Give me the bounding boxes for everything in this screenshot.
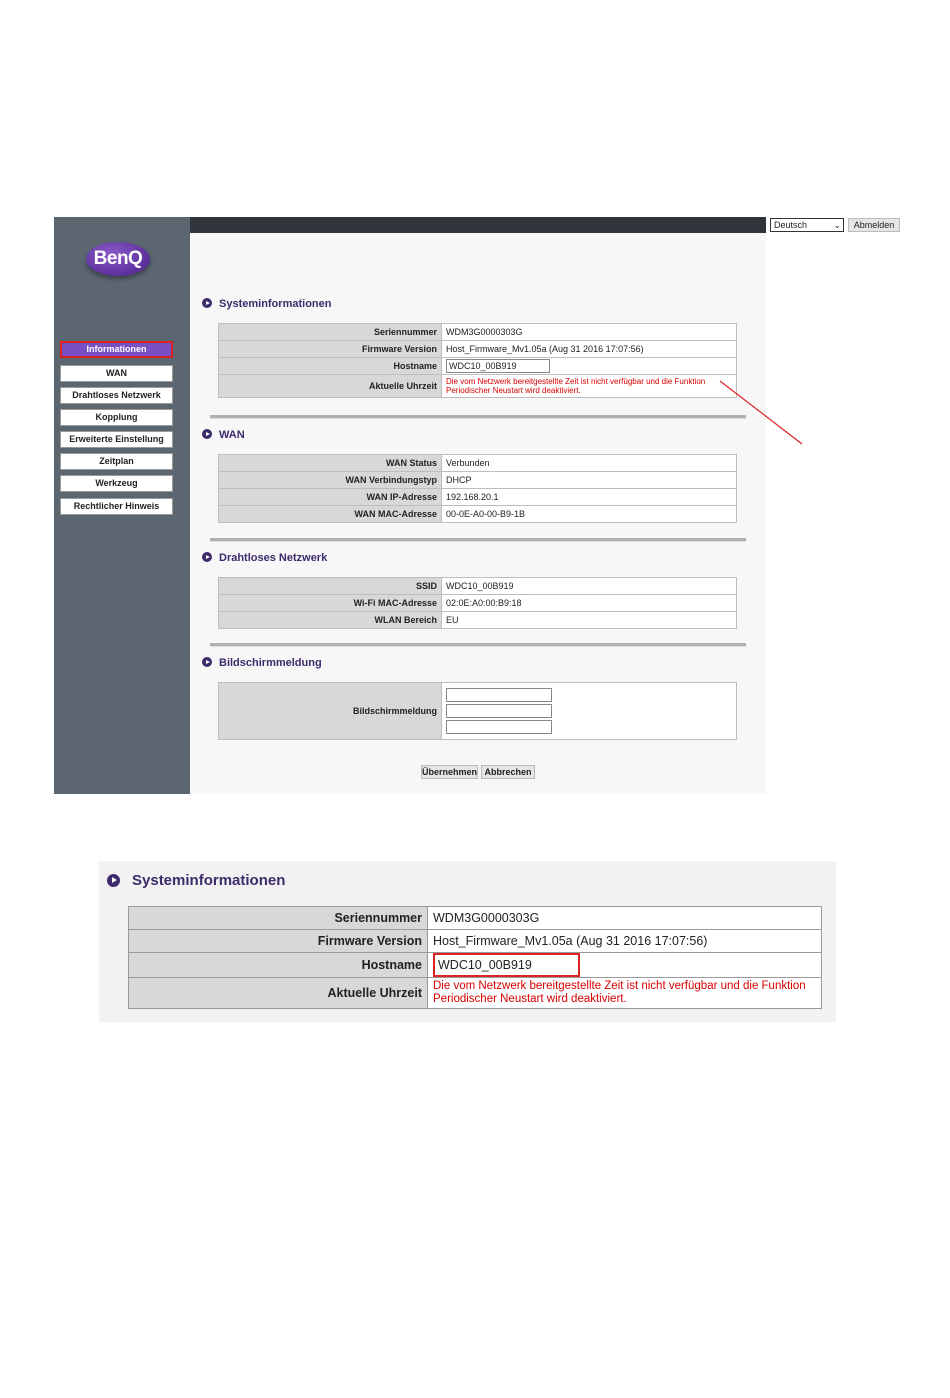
row-value: 02:0E:A0:00:B9:18 — [442, 595, 737, 612]
row-label: Seriennummer — [129, 907, 428, 930]
row-label: Bildschirmmeldung — [219, 683, 442, 740]
section-title: WAN — [219, 429, 245, 441]
sidebar-item-kopplung[interactable]: Kopplung — [60, 409, 173, 426]
hostname-field-highlighted[interactable]: WDC10_00B919 — [433, 953, 580, 977]
row-label: Firmware Version — [129, 930, 428, 953]
section-title: Drahtloses Netzwerk — [219, 552, 328, 564]
sidebar-item-informationen[interactable]: Informationen — [60, 341, 173, 358]
row-label: WAN IP-Adresse — [219, 489, 442, 506]
row-value: WDC10_00B919 — [442, 578, 737, 595]
section-title: Systeminformationen — [132, 872, 286, 889]
table-row — [129, 953, 822, 978]
chevron-down-icon: ⌄ — [833, 220, 841, 230]
row-label: Hostname — [129, 953, 428, 978]
row-value: WDM3G0000303G — [442, 324, 737, 341]
row-label: WAN MAC-Adresse — [219, 506, 442, 523]
row-label: Hostname — [219, 358, 442, 375]
sidebar-item-zeitplan[interactable]: Zeitplan — [60, 453, 173, 470]
system-info-table-zoom — [128, 906, 822, 1009]
logout-button[interactable]: Abmelden — [848, 218, 900, 232]
cancel-button[interactable]: Abbrechen — [481, 765, 535, 779]
time-warning-text: Die vom Netzwerk bereitgestellte Zeit ist nicht verfügbar und die Funktion Periodischer Neustart wird deaktiviert. — [428, 978, 822, 1009]
zoomed-system-info — [99, 861, 836, 1022]
sidebar-item-erweiterte-einstellung[interactable]: Erweiterte Einstellung — [60, 431, 173, 448]
row-value: Host_Firmware_Mv1.05a (Aug 31 2016 17:07:56) — [442, 341, 737, 358]
time-warning-text: Die vom Netzwerk bereitgestellte Zeit ist nicht verfügbar und die Funktion Periodischer Neustart wird deaktiviert. — [442, 375, 737, 398]
row-label: Firmware Version — [219, 341, 442, 358]
row-value: WDM3G0000303G — [428, 907, 822, 930]
row-value — [428, 953, 822, 978]
row-label: WLAN Bereich — [219, 612, 442, 629]
row-value: EU — [442, 612, 737, 629]
row-label: Aktuelle Uhrzeit — [219, 375, 442, 398]
section-title: Bildschirmmeldung — [219, 657, 322, 669]
row-label: Aktuelle Uhrzeit — [129, 978, 428, 1009]
benq-logo: BenQ — [86, 242, 150, 276]
row-label: SSID — [219, 578, 442, 595]
section-heading-system-zoom — [107, 872, 285, 889]
row-value: Verbunden — [442, 455, 737, 472]
sidebar-item-rechtlicher-hinweis[interactable]: Rechtlicher Hinweis — [60, 498, 173, 515]
row-label: Seriennummer — [219, 324, 442, 341]
table-row — [129, 930, 822, 953]
hostname-field[interactable]: WDC10_00B919 — [446, 359, 550, 373]
play-bullet-icon — [107, 874, 120, 887]
table-row — [129, 978, 822, 1009]
language-select-value: Deutsch — [774, 220, 808, 230]
table-row — [129, 907, 822, 930]
sidebar-item-drahtloses-netzwerk[interactable]: Drahtloses Netzwerk — [60, 387, 173, 404]
row-label: WAN Verbindungstyp — [219, 472, 442, 489]
row-value: 192.168.20.1 — [442, 489, 737, 506]
section-title: Systeminformationen — [219, 298, 332, 310]
row-label: WAN Status — [219, 455, 442, 472]
sidebar-item-werkzeug[interactable]: Werkzeug — [60, 475, 173, 492]
row-label: Wi-Fi MAC-Adresse — [219, 595, 442, 612]
row-value: DHCP — [442, 472, 737, 489]
row-value: Host_Firmware_Mv1.05a (Aug 31 2016 17:07:56) — [428, 930, 822, 953]
row-value: 00-0E-A0-00-B9-1B — [442, 506, 737, 523]
apply-button[interactable]: Übernehmen — [422, 767, 478, 777]
sidebar-item-wan[interactable]: WAN — [60, 365, 173, 382]
